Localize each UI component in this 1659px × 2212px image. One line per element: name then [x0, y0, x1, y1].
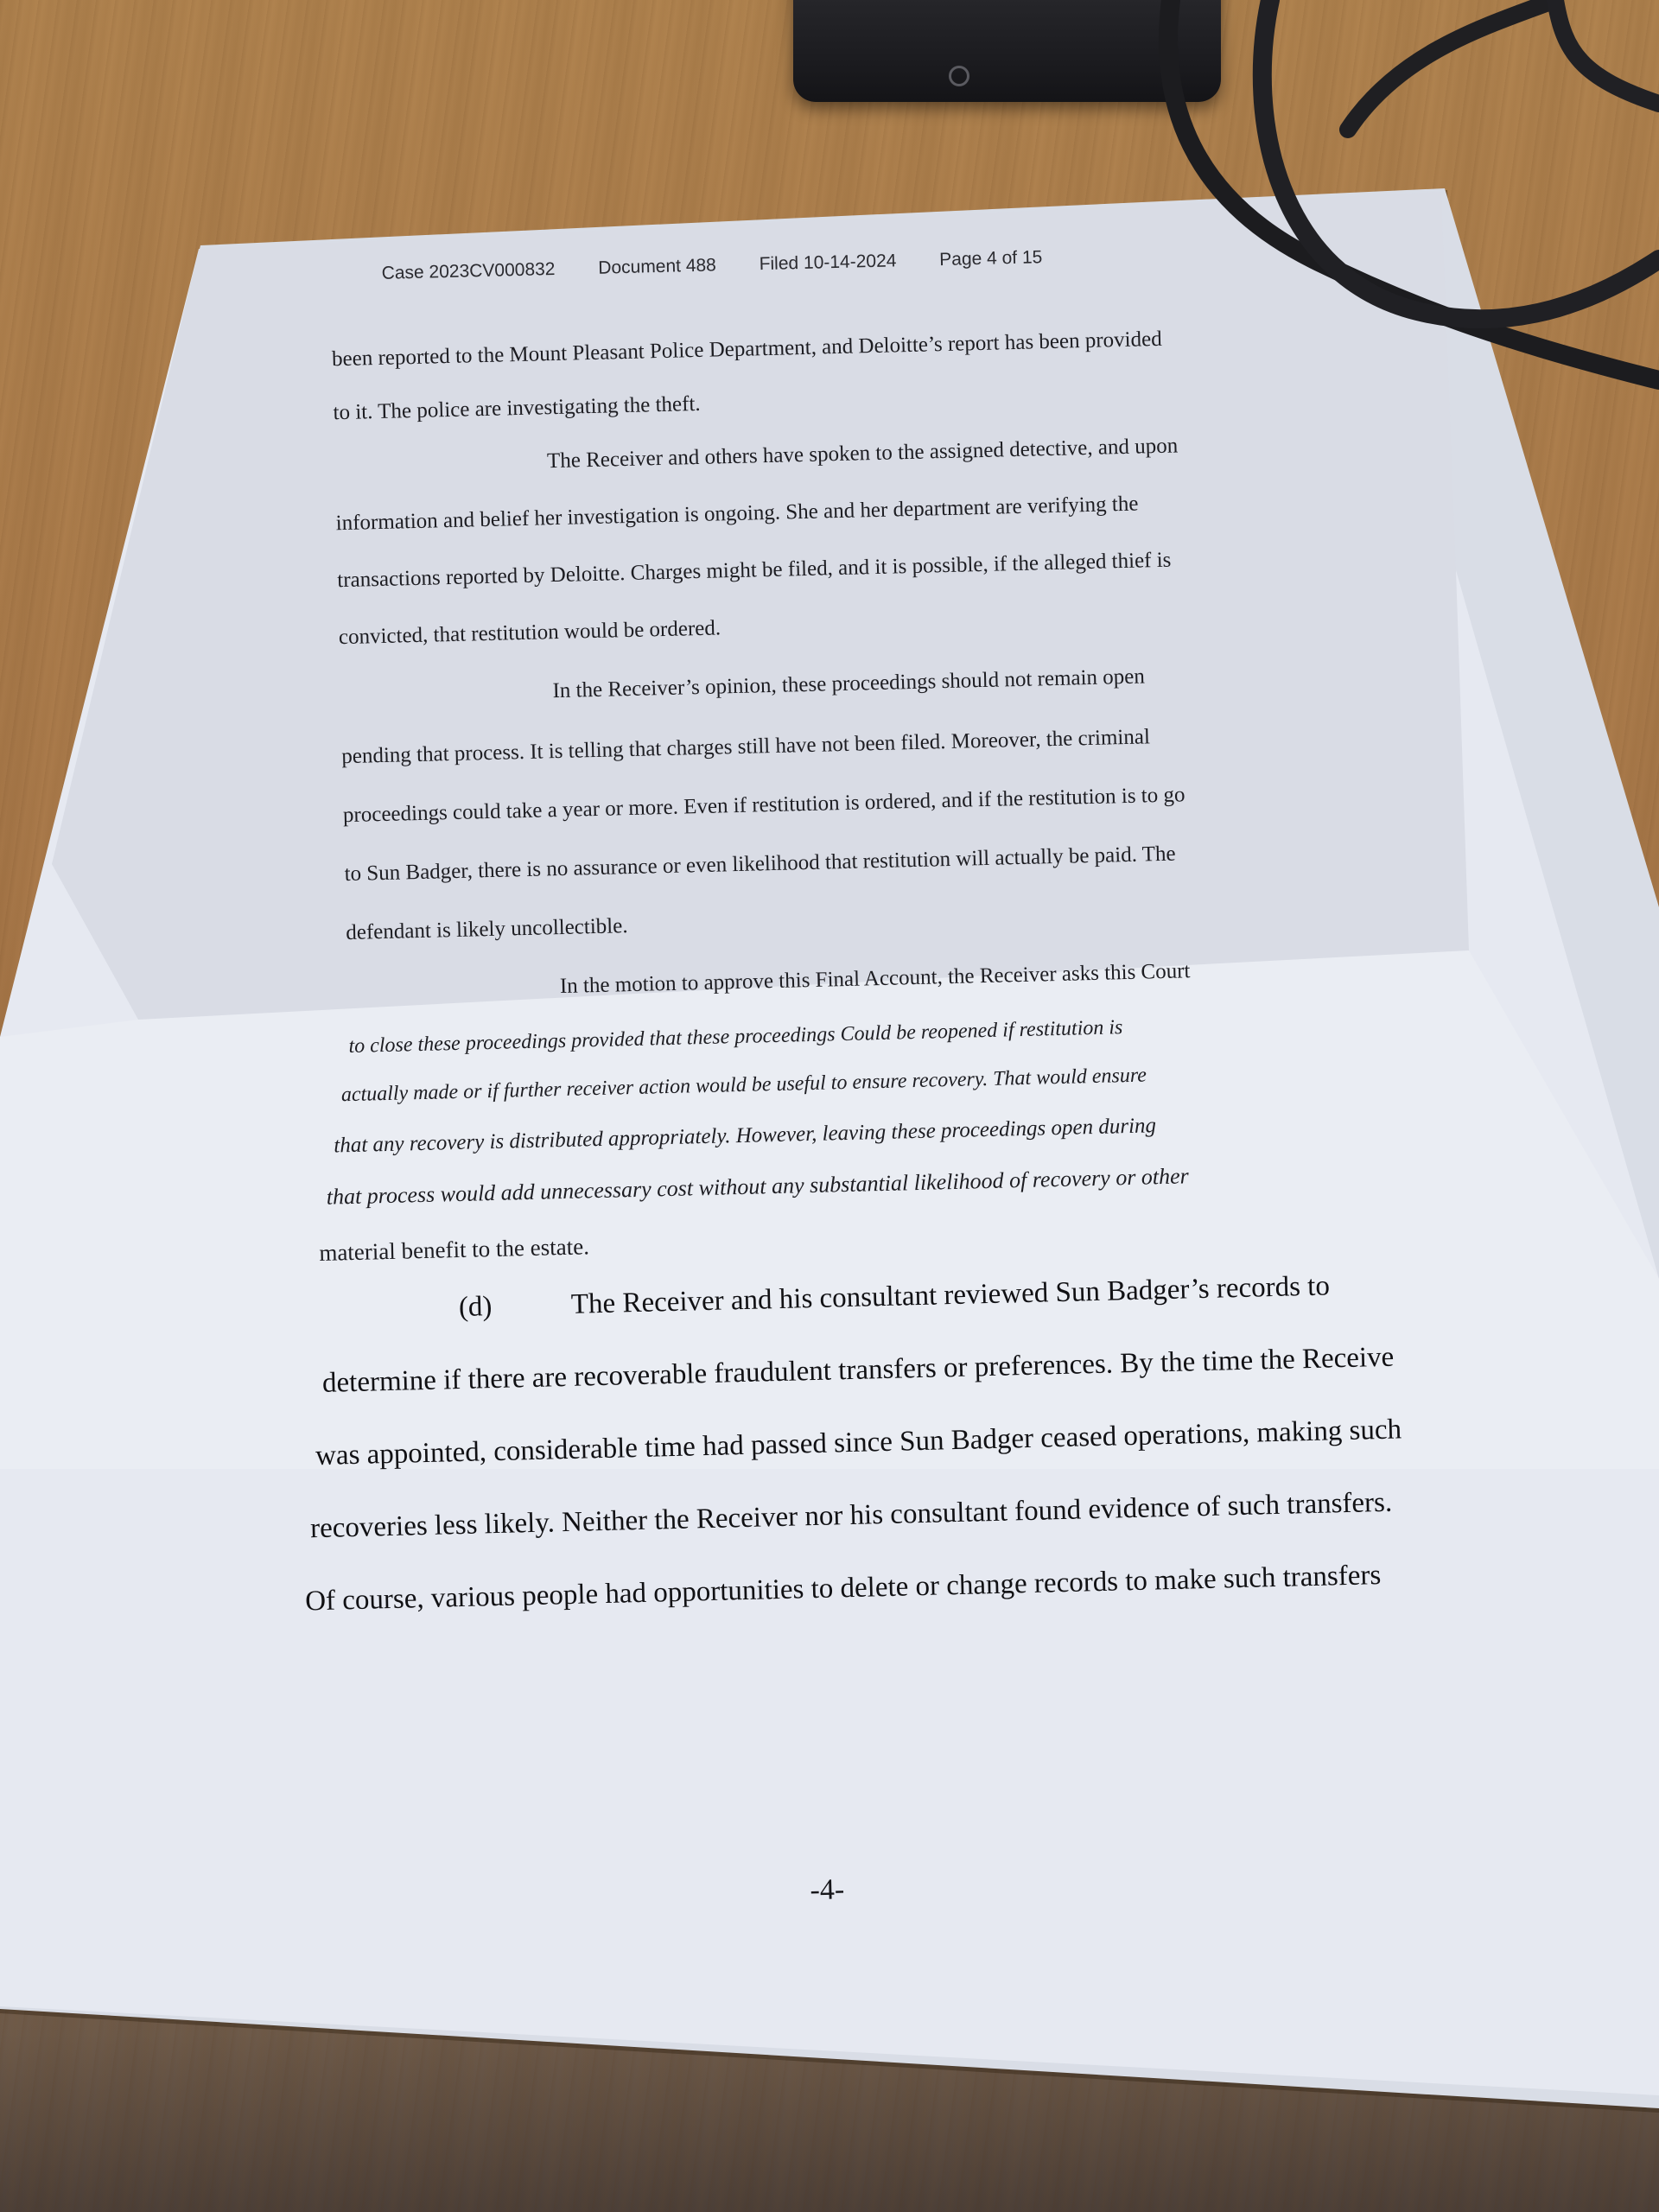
body-line: In the Receiver’s opinion, these proceedings should not remain open: [552, 664, 1146, 703]
paragraph-marker: (d): [458, 1291, 493, 1324]
body-line: that process would add unnecessary cost without any substantial likelihood of recovery or other: [326, 1163, 1190, 1210]
page-number: -4-: [810, 1873, 845, 1907]
filed-date: Filed 10-14-2024: [759, 251, 897, 275]
document-number: Document 488: [598, 255, 717, 278]
page-indicator: Page 4 of 15: [938, 247, 1043, 270]
body-line: to close these proceedings provided that these proceedings Could be reopened if restitution is: [348, 1016, 1123, 1058]
body-line: defendant is likely uncollectible.: [345, 914, 628, 945]
body-line: The Receiver and others have spoken to the assigned detective, and upon: [546, 434, 1179, 474]
body-line: actually made or if further receiver action would be useful to ensure recovery. That would ensure: [340, 1064, 1147, 1107]
body-line: that any recovery is distributed appropriately. However, leaving these proceedings open during: [334, 1114, 1157, 1158]
body-line: was appointed, considerable time had passed since Sun Badger ceased operations, making such: [315, 1414, 1402, 1472]
body-line: proceedings could take a year or more. Even if restitution is ordered, and if the restitution is to go: [342, 783, 1185, 828]
body-line: The Receiver and his consultant reviewed Sun Badger’s records to: [570, 1270, 1331, 1320]
body-line: been reported to the Mount Pleasant Police Department, and Deloitte’s report has been provided: [331, 327, 1162, 372]
body-line: In the motion to approve this Final Account, the Receiver asks this Court: [559, 959, 1191, 999]
body-line: pending that process. It is telling that charges still have not been filed. Moreover, the criminal: [341, 725, 1151, 769]
document-header: [381, 246, 1080, 284]
body-line: transactions reported by Deloitte. Charges might be filed, and it is possible, if the alleged thief is: [337, 548, 1172, 593]
body-line: recoveries less likely. Neither the Receiver nor his consultant found evidence of such transfers.: [309, 1486, 1393, 1545]
case-number: Case 2023CV000832: [381, 258, 556, 283]
body-line: information and belief her investigation is ongoing. She and her department are verifying the: [335, 492, 1139, 536]
document-page: [199, 186, 1486, 2013]
body-line: convicted, that restitution would be ordered.: [338, 616, 721, 650]
body-line: to Sun Badger, there is no assurance or even likelihood that restitution will actually be paid. The: [344, 842, 1176, 887]
body-line: Of course, various people had opportunities to delete or change records to make such transfers: [304, 1560, 1382, 1618]
body-line: determine if there are recoverable fraudulent transfers or preferences. By the time the Receive: [321, 1341, 1395, 1399]
body-line: to it. The police are investigating the theft.: [333, 391, 701, 425]
body-line: material benefit to the estate.: [318, 1233, 590, 1266]
